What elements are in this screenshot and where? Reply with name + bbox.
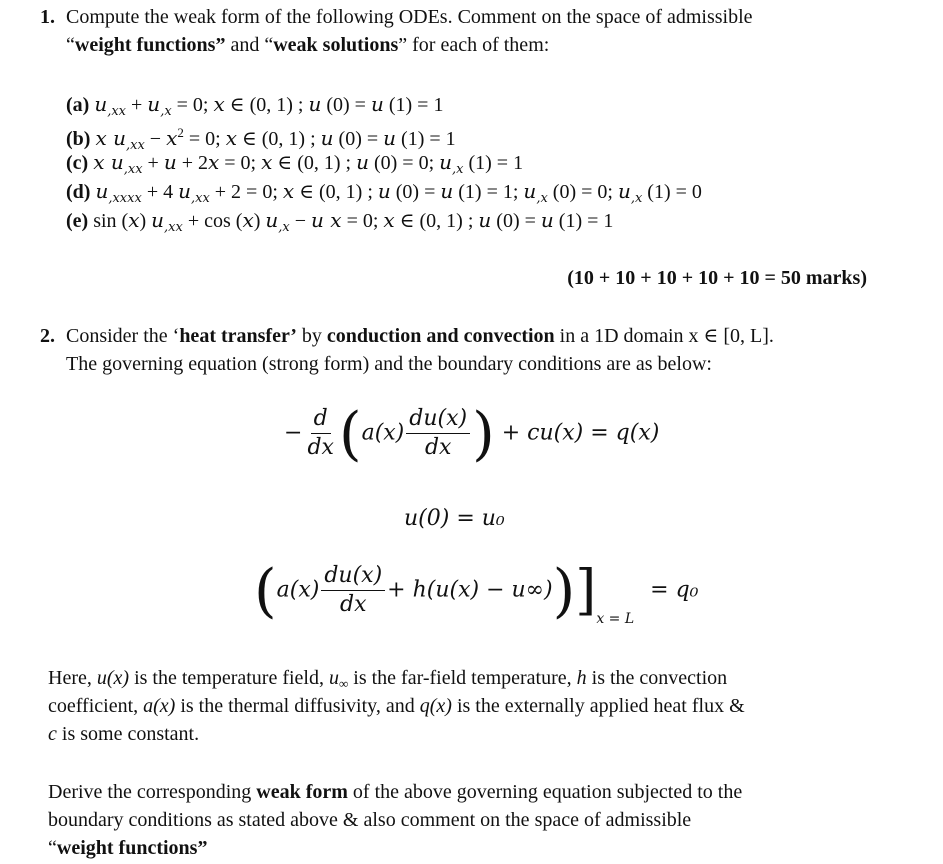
q1-item-a: (a) $u_{,xx} + u_{,x} = 0$; x ∈ (0, 1) ; u (0) = u (1) = 1 (66, 92, 444, 119)
q1-item-b: (b) x $u_{,xx} - x^2 = 0$; x ∈ (0, 1) ; u (0) = u (1) = 1 (66, 125, 456, 153)
q1-line1: Compute the weak form of the following ODEs. Comment on the space of admissible (66, 6, 753, 28)
governing-equation: − $\frac{d}{dx}$ (a(x) $\frac{du(x)}{dx}$ ) + cu(x) = q(x) (284, 399, 660, 468)
q2-number: 2. (40, 325, 55, 347)
q1-marks: (10 + 10 + 10 + 10 + 10 = 50 marks) (567, 267, 867, 289)
task-line1: Derive the corresponding weak form of the above governing equation subjected to the (48, 781, 743, 803)
q1-number: 1. (40, 6, 55, 28)
q1-item-d: (d) $u_{,xxxx} + 4$ $u_{,xx} + 2 = 0$; x ∈ (0, 1) ; u (0) = u (1) = 1; $u_{,x}$ (0) = 0; $u_{,x}$ (1) = 0 (66, 179, 702, 206)
boundary-condition-left: u(0) = u₀ (404, 506, 505, 531)
description-line2: coefficient, a(x) is the thermal diffusivity, and q(x) is the externally applied heat flux & (48, 695, 745, 717)
q1-item-c: (c) x $u_{,xx} + u + 2x = 0$; x ∈ (0, 1) ; u (0) = 0; $u_{,x}$ (1) = 1 (66, 150, 524, 177)
description-line1: Here, u(x) is the temperature field, $u_\infty$ is the far-field temperature, h is the convection (48, 667, 728, 691)
q1-line2: “weight functions” and “weak solutions” for each of them: (66, 34, 550, 56)
boundary-condition-right: (a(x) $\frac{du(x)}{dx}$ + $h(u(x) - u\infty))]_{x = L}= q_0$ (254, 556, 699, 627)
q2-line1: Consider the ‘heat transfer’ by conduction and convection in a 1D domain x ∈ [0, L]. (66, 325, 774, 347)
task-line3: “weight functions” (48, 837, 208, 859)
task-line2: boundary conditions as stated above & also comment on the space of admissible (48, 809, 692, 831)
q2-line2: The governing equation (strong form) and the boundary conditions are as below: (66, 353, 712, 375)
q1-item-e: (e) sin (x) $u_{,xx} + \cos (x) u_{,x} - u$ x = 0; x ∈ (0, 1) ; u (0) = u (1) = 1 (66, 208, 614, 235)
description-line3: c is some constant. (48, 723, 200, 745)
